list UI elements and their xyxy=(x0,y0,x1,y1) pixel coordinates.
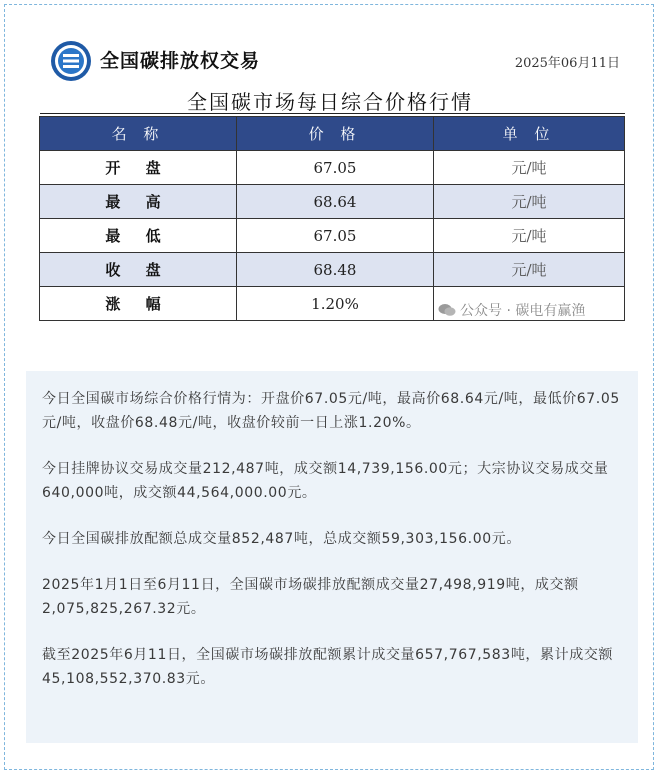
summary-paragraph: 2025年1月1日至6月11日，全国碳市场碳排放配额成交量27,498,919吨，成交额2,075,825,267.32元。 xyxy=(42,577,579,617)
summary-box xyxy=(26,371,638,743)
row-name: 最 低 xyxy=(40,219,237,253)
title-divider xyxy=(40,113,625,114)
row-name: 涨 幅 xyxy=(40,287,237,321)
row-unit: 元/吨 xyxy=(434,219,625,253)
price-table xyxy=(39,116,625,321)
row-name: 收 盘 xyxy=(40,253,237,287)
row-name: 开 盘 xyxy=(40,151,237,185)
table-row-close xyxy=(40,253,625,287)
column-header-unit: 单 位 xyxy=(434,117,625,151)
row-value: 68.48 xyxy=(237,253,434,287)
column-header-name: 名 称 xyxy=(40,117,237,151)
table-row-high xyxy=(40,185,625,219)
table-header-row xyxy=(40,117,625,151)
summary-paragraph: 截至2025年6月11日，全国碳市场碳排放配额累计成交量657,767,583吨，累计成交额45,108,552,370.83元。 xyxy=(42,647,614,687)
page-title: 全国碳市场每日综合价格行情 xyxy=(187,90,473,114)
row-name: 最 高 xyxy=(40,185,237,219)
summary-paragraph: 今日全国碳排放配额总成交量852,487吨，总成交额59,303,156.00元。 xyxy=(42,531,521,547)
table-row-open xyxy=(40,151,625,185)
wechat-icon xyxy=(438,303,456,317)
row-value: 68.64 xyxy=(237,185,434,219)
org-name: 全国碳排放权交易 xyxy=(100,50,261,72)
row-value: 1.20% xyxy=(237,287,434,321)
exchange-logo-icon xyxy=(50,40,92,82)
watermark xyxy=(438,300,585,320)
row-unit: 元/吨 xyxy=(434,185,625,219)
column-header-price: 价 格 xyxy=(237,117,434,151)
watermark-text: 公众号 · 碳电有赢渔 xyxy=(460,303,586,319)
summary-paragraph: 今日挂牌协议交易成交量212,487吨，成交额14,739,156.00元；大宗协议交易成交量640,000吨，成交额44,564,000.00元。 xyxy=(42,461,609,501)
row-unit: 元/吨 xyxy=(434,151,625,185)
table-row-low xyxy=(40,219,625,253)
summary-paragraph: 今日全国碳市场综合价格行情为：开盘价67.05元/吨，最高价68.64元/吨，最低价67.05元/吨，收盘价68.48元/吨，收盘价较前一日上涨1.20%。 xyxy=(42,391,620,431)
report-date: 2025年06月11日 xyxy=(514,56,620,71)
row-value: 67.05 xyxy=(237,151,434,185)
row-value: 67.05 xyxy=(237,219,434,253)
row-unit: 元/吨 xyxy=(434,253,625,287)
